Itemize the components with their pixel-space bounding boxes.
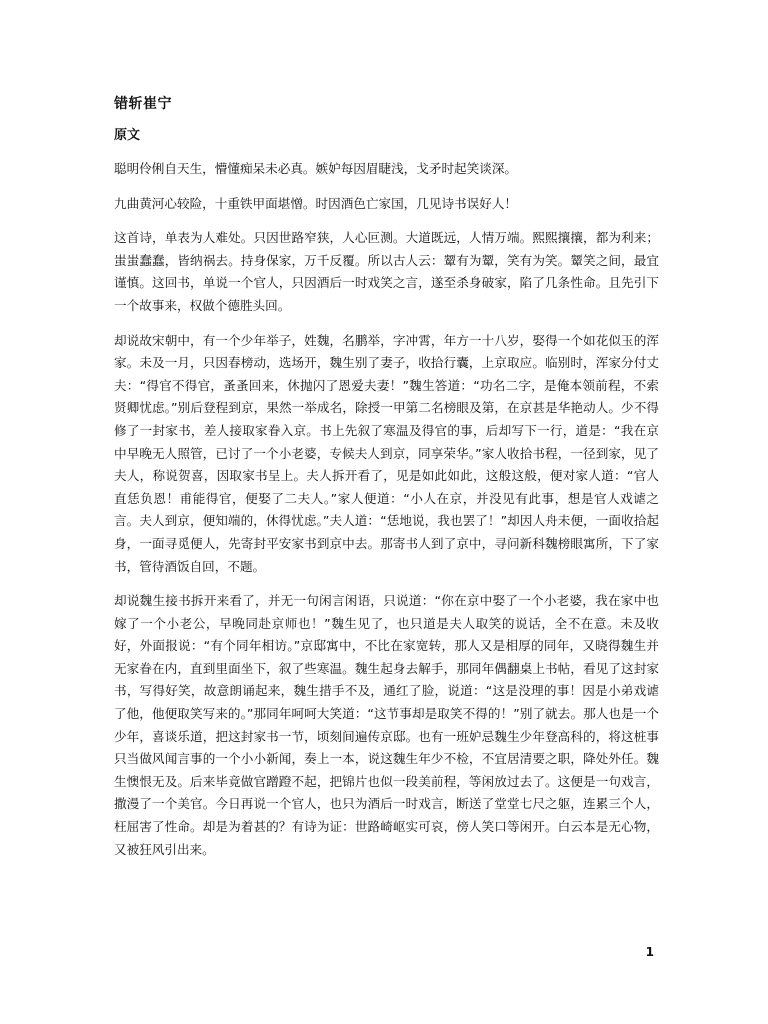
document-title: 错斩崔宁 [114,96,172,112]
body-paragraph-1: 这首诗，单表为人难处。只因世路窄狭，人心叵测。大道既远，人情万端。熙熙攘攘，都为利来；蚩蚩蠢蠢，皆纳祸去。持身保家，万千反覆。所以古人云：颦有为颦，笑有为笑。颦笑之间，最宜谨慎。这回书，单说一个官人，只因酒后一时戏笑之言，遂至杀身破家，陷了几条性命。且先引下一个故事来，权做个德胜头回。 [114,230,659,313]
section-heading-original-text: 原文 [114,128,141,143]
poem-line-1: 聪明伶俐自天生，懵懂痴呆未必真。嫉妒每因眉睫浅，戈矛时起笑谈深。 [114,161,517,176]
page-number: 1 [645,945,654,959]
body-paragraph-2: 却说故宋朝中，有一个少年举子，姓魏，名鹏举，字冲霄，年方一十八岁，娶得一个如花似玉的浑家。未及一月，只因春榜动，选场开，魏生别了妻子，收拾行囊，上京取应。临别时，浑家分付丈夫：“得官不得官，蚤蚤回来，休抛闪了恩爱夫妻！”魏生答道：“功名二字，是俺本领前程，不索贤卿忧虑。”别后登程到京，果然一举成名，除授一甲第二名榜眼及第，在京甚是华艳动人。少不得修了一封家书，差人接取家眷入京。书上先叙了寒温及得官的事，后却写下一行，道是：“我在京中早晚无人照管，已讨了一个小老婆，专候夫人到京，同享荣华。”家人收拾书程，一径到家，见了夫人，称说贺喜，因取家书呈上。夫人拆开看了，见是如此如此，这般这般，便对家人道：“官人直恁负恩！甫能得官，便娶了二夫人。”家人便道：“小人在京，并没见有此事，想是官人戏谑之言。夫人到京，便知端的，休得忧虑。”夫人道：“恁地说，我也罢了！”却因人舟未便，一面收拾起身，一面寻觅便人，先寄封平安家书到京中去。那寄书人到了京中，寻问新科魏榜眼寓所，下了家书，管待酒饭自回，不题。 [114,332,659,574]
page-content [114,94,659,873]
body-paragraph-3: 却说魏生接书拆开来看了，并无一句闲言闲语，只说道：“你在京中娶了一个小老婆，我在家中也嫁了一个小老公，早晚同赴京师也！”魏生见了，也只道是夫人取笑的说话，全不在意。未及收好，外面报说：“有个同年相访。”京邸寓中，不比在家宽转，那人又是相厚的同年，又晓得魏生并无家眷在内，直到里面坐下，叙了些寒温。魏生起身去解手，那同年偶翻桌上书帖，看见了这封家书，写得好笑，故意朗诵起来，魏生措手不及，通红了脸，说道：“这是没理的事！因是小弟戏谑了他，他便取笑写来的。”那同年呵呵大笑道：“这节事却是取笑不得的！”别了就去。那人也是一个少年，喜谈乐道，把这封家书一节，顷刻间遍传京邸。也有一班妒忌魏生少年登高科的，将这桩事只当做风闻言事的一个小小新闻，奏上一本，说这魏生年少不检，不宜居清要之职，降处外任。魏生懊恨无及。后来毕竟做官蹭蹬不起，把锦片也似一段美前程，等闲放过去了。这便是一句戏言，撒漫了一个美官。今日再说一个官人，也只为酒后一时戏言，断送了堂堂七尺之躯，连累三个人，枉屈害了性命。却是为着甚的？有诗为证：世路崎岖实可哀，傍人笑口等闲开。白云本是无心物，又被狂风引出来。 [114,593,659,857]
poem-line-2: 九曲黄河心较险，十重铁甲面堪憎。时因酒色亡家国，几见诗书误好人！ [114,195,517,211]
